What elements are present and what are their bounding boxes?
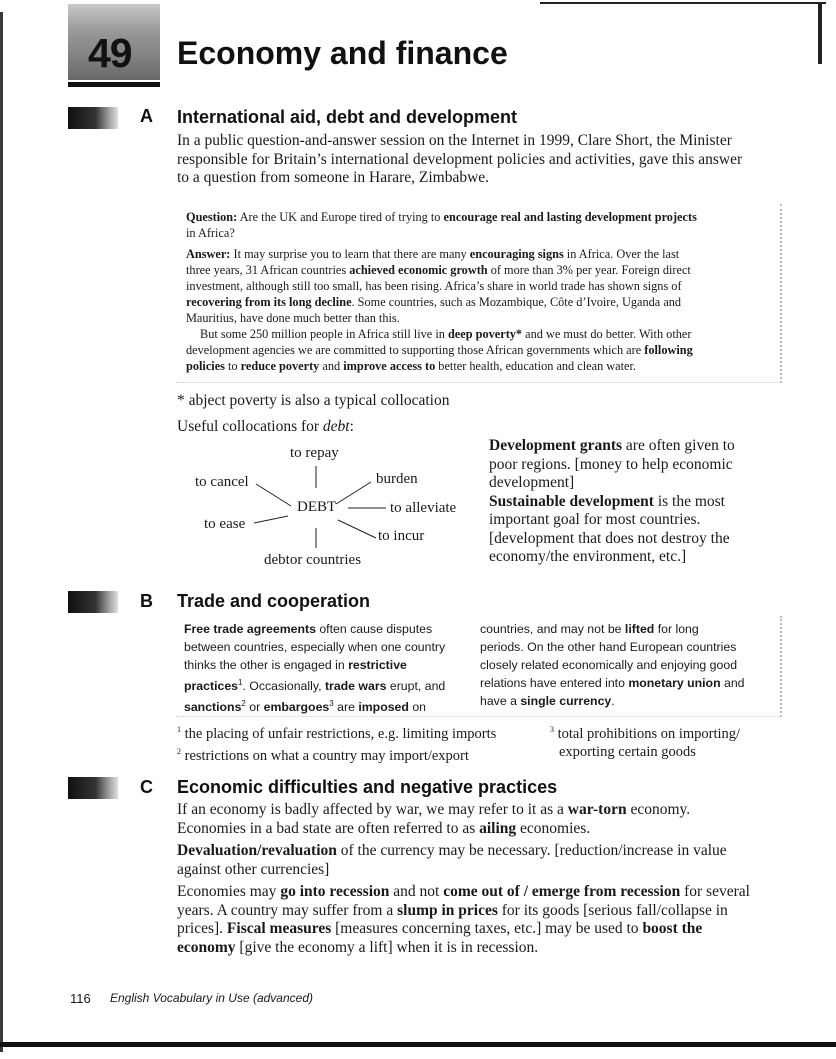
answer-text: investment, although still too small, has been rising. Africa’s share in world trade has shown signs of <box>186 279 682 293</box>
trade-text: closely related economically and enjoying good <box>480 658 738 672</box>
body-text: If an economy is badly affected by war, we may refer to it as a <box>177 801 568 818</box>
question-label: Question: <box>186 210 238 224</box>
footer-rule <box>0 1042 836 1047</box>
trade-bold: restrictive <box>348 658 407 672</box>
body-text: and not <box>389 883 444 900</box>
trade-text: and <box>720 676 745 690</box>
trade-bold: monetary union <box>628 676 721 690</box>
poverty-footnote: * abject poverty is also a typical collocation <box>177 392 450 409</box>
body-text: for several <box>680 883 750 900</box>
right-edge-mark <box>818 2 822 64</box>
body-bold: Devaluation/revaluation <box>177 842 337 859</box>
footnote-text: exporting certain goods <box>559 743 696 760</box>
question-text-2: in Africa? <box>186 226 235 240</box>
body-bold: economy <box>177 938 236 956</box>
answer-bold: recovering from its long decline <box>186 295 352 309</box>
collocation-burden: burden <box>376 471 418 487</box>
footnote-ref: 1 <box>238 678 243 687</box>
section-a-intro <box>177 132 777 188</box>
question-block <box>186 209 752 241</box>
trade-text: . <box>611 694 615 708</box>
footnote-text: total prohibitions on importing/ <box>557 725 741 742</box>
trade-text: between countries, especially when one country <box>184 640 446 654</box>
answer-text: But some 250 million people in Africa still live in <box>200 327 448 341</box>
useful-collocations-label <box>177 418 354 437</box>
sustain-term: Sustainable development <box>489 492 654 510</box>
answer-text: and <box>319 359 344 373</box>
book-title: English Vocabulary in Use (advanced) <box>110 991 313 1005</box>
useful-word: debt <box>322 418 350 435</box>
trade-bold: practices <box>184 679 239 694</box>
collocation-to-ease: to ease <box>204 516 246 532</box>
body-text: [measures concerning taxes, etc.] may be used to <box>331 920 643 937</box>
question-bold: encourage real and lasting development projects <box>443 210 697 224</box>
trade-footnotes-right <box>550 721 740 761</box>
collocation-to-incur: to incur <box>378 528 425 544</box>
body-bold: slump in prices <box>397 901 498 919</box>
grants-text: are often given to <box>622 437 735 454</box>
sustain-text: important goal for most countries. <box>489 511 701 528</box>
trade-text: thinks the other is engaged in <box>184 658 349 672</box>
body-text: [give the economy a lift] when it is in recession. <box>235 938 539 956</box>
answer-bold: reduce poverty <box>240 359 320 373</box>
section-a-heading: International aid, debt and development <box>177 107 518 127</box>
section-c-letter: C <box>140 777 153 797</box>
trade-text: have a <box>480 694 521 708</box>
body-text: against other currencies] <box>177 860 330 878</box>
body-text: Economies may <box>177 883 281 900</box>
unit-underline-bar <box>68 82 160 87</box>
trade-bold: single currency <box>520 694 612 708</box>
answer-bold: improve access to <box>343 359 436 373</box>
trade-text: are <box>333 700 359 715</box>
sustain-text: economy/the environment, etc.] <box>489 548 687 565</box>
answer-bold: encouraging signs <box>469 247 564 261</box>
body-text: economy. <box>626 801 691 818</box>
answer-bold: deep poverty* <box>447 327 523 341</box>
trade-left-column <box>184 620 474 716</box>
body-text: economies. <box>516 819 591 837</box>
body-bold: ailing <box>479 819 517 837</box>
footnote-number: 2 <box>177 746 181 756</box>
grants-text: poor regions. [money to help economic <box>489 455 733 473</box>
section-b-marker <box>68 591 118 613</box>
development-grants-definition <box>489 437 779 567</box>
answer-text: . Some countries, such as Mozambique, Côte d’Ivoire, Uganda and <box>351 295 682 309</box>
section-c-body <box>177 801 777 957</box>
section-b-heading: Trade and cooperation <box>177 591 371 611</box>
section-c-heading: Economic difficulties and negative practices <box>177 777 558 797</box>
line-incur <box>338 520 376 538</box>
page-number: 116 <box>70 991 91 1006</box>
answer-block <box>186 246 752 374</box>
intro-line: In a public question-and-answer session on the Internet in 1999, Clare Short, the Minister <box>177 132 732 149</box>
footnote-text: the placing of unfair restrictions, e.g. limiting imports <box>184 725 497 742</box>
useful-colon: : <box>349 418 354 435</box>
trade-bold: Free trade agreements <box>184 622 316 636</box>
footnote-number: 1 <box>177 725 181 734</box>
body-text: of the currency may be necessary. [reduction/increase in value <box>336 842 727 859</box>
page-left-border <box>0 12 3 1052</box>
trade-bold: sanctions <box>184 700 242 715</box>
answer-bold: policies <box>186 359 225 373</box>
sustain-text: [development that does not destroy the <box>489 529 730 547</box>
intro-line: to a question from someone in Harare, Zimbabwe. <box>177 169 490 186</box>
trade-right-column <box>480 620 772 710</box>
body-text: for its goods [serious fall/collapse in <box>497 901 728 919</box>
useful-text: Useful collocations for <box>177 418 323 435</box>
section-b-letter: B <box>140 591 153 611</box>
answer-text: Mauritius, have done much better than this. <box>186 311 400 325</box>
trade-text: . Occasionally, <box>242 679 325 694</box>
trade-text: periods. On the other hand European countries <box>480 640 737 654</box>
answer-text: and we must do better. With other <box>522 327 692 341</box>
body-text: prices]. <box>177 920 227 937</box>
trade-footnotes-left <box>177 721 496 765</box>
answer-text: in Africa. Over the last <box>563 247 680 261</box>
section-c-marker <box>68 777 118 799</box>
section-a-marker <box>68 107 118 129</box>
trade-text: for long <box>654 622 699 636</box>
page-title: Economy and finance <box>177 35 508 71</box>
intro-line: responsible for Britain’s international development policies and activities, gave this answer <box>177 150 743 168</box>
body-text: years. A country may suffer from a <box>177 901 398 919</box>
trade-bold: imposed <box>358 700 409 715</box>
unit-number: 49 <box>88 30 132 76</box>
body-bold: come out of / emerge from recession <box>443 883 681 900</box>
grants-text: development] <box>489 474 575 491</box>
answer-text: to <box>224 359 241 373</box>
line-burden <box>336 482 371 504</box>
answer-text: of more than 3% per year. Foreign direct <box>487 263 691 277</box>
collocation-to-repay: to repay <box>290 445 339 461</box>
sustain-text: is the most <box>653 492 725 510</box>
trade-bold: lifted <box>624 622 655 636</box>
body-bold: go into recession <box>280 883 390 900</box>
debt-center-word: DEBT <box>297 499 337 515</box>
trade-bold: embargoes <box>263 700 330 715</box>
collocation-to-alleviate: to alleviate <box>390 500 457 516</box>
answer-label: Answer: <box>186 247 231 261</box>
trade-text: erupt, and <box>386 679 446 694</box>
trade-text: on <box>408 700 427 715</box>
body-bold: war-torn <box>567 801 627 818</box>
answer-text: development agencies we are committed to supporting those African governments which are <box>186 343 645 357</box>
footnote-ref: 2 <box>241 699 246 709</box>
answer-text: It may surprise you to learn that there are many <box>233 247 470 261</box>
answer-bold: following <box>644 343 693 357</box>
answer-text: better health, education and clean water. <box>435 359 636 373</box>
footnote-text: restrictions on what a country may import/export <box>184 747 469 764</box>
answer-text: three years, 31 African countries <box>186 263 350 277</box>
question-text: Are the UK and Europe tired of trying to <box>239 210 444 224</box>
body-text: Economies in a bad state are often referred to as <box>177 819 480 837</box>
trade-text: often cause disputes <box>315 622 433 636</box>
collocation-to-cancel: to cancel <box>195 474 249 490</box>
top-rule <box>540 2 826 4</box>
footnote-number: 3 <box>550 725 554 734</box>
trade-text: countries, and may not be <box>480 622 625 636</box>
trade-text: relations have entered into <box>480 676 629 690</box>
section-a-letter: A <box>140 106 153 126</box>
answer-bold: achieved economic growth <box>349 263 488 277</box>
line-cancel <box>256 484 291 506</box>
body-bold: Fiscal measures <box>226 920 332 937</box>
body-bold: boost the <box>642 920 703 937</box>
line-ease <box>254 516 288 523</box>
grants-term: Development grants <box>489 437 623 454</box>
footnote-ref: 3 <box>329 699 334 709</box>
trade-text: or <box>245 700 264 715</box>
trade-bold: trade wars <box>324 679 387 694</box>
collocation-debtor-countries: debtor countries <box>264 552 362 568</box>
